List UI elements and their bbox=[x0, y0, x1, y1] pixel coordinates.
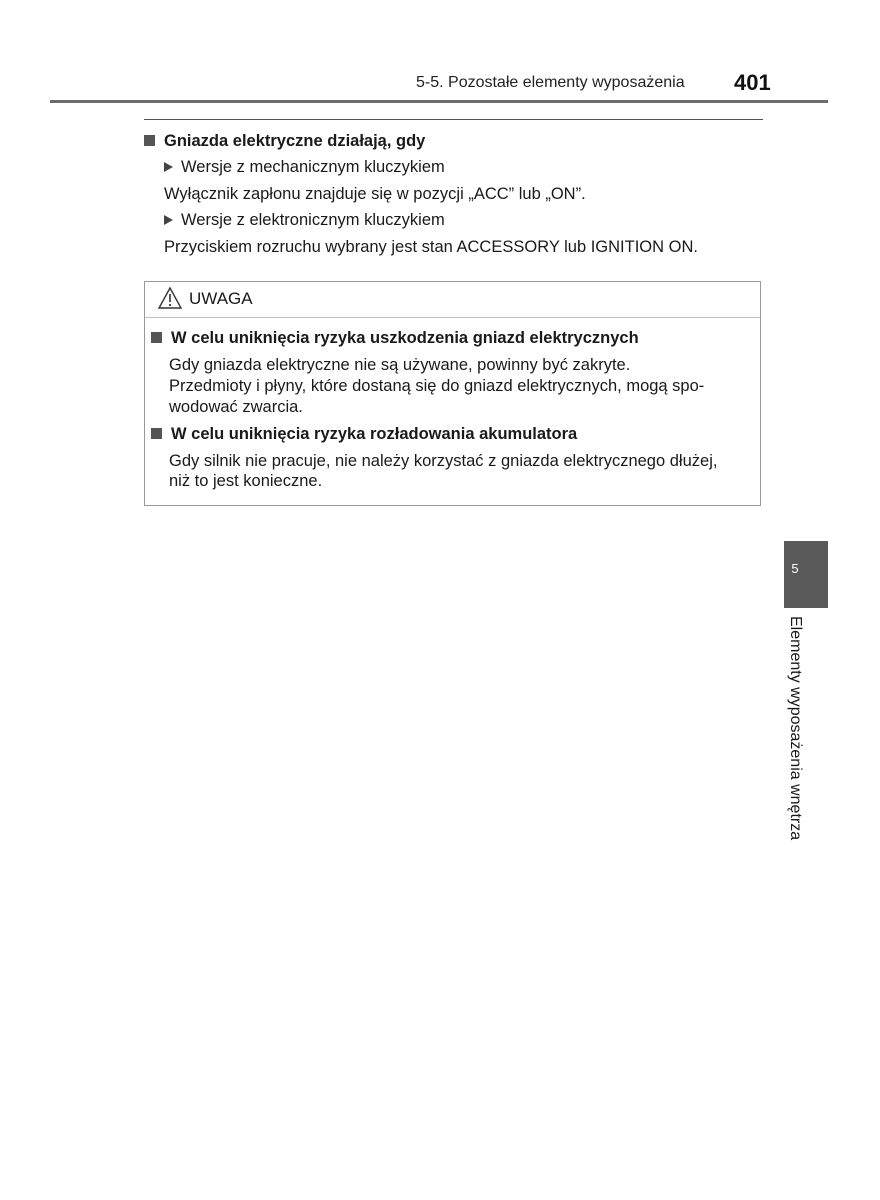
version-text-mechanical: Wyłącznik zapłonu znajduje się w pozycji „ACC” lub „ON”. bbox=[164, 185, 586, 203]
running-header: 5-5. Pozostałe elementy wyposażenia bbox=[416, 74, 685, 91]
warning-text-line: wodować zwarcia. bbox=[169, 398, 303, 416]
square-bullet-icon bbox=[151, 428, 162, 439]
chapter-label: Elementy wyposażenia wnętrza bbox=[787, 616, 804, 841]
warning-title: UWAGA bbox=[189, 289, 253, 308]
version-text-electronic: Przyciskiem rozruchu wybrany jest stan ACCESSORY lub IGNITION ON. bbox=[164, 238, 698, 256]
triangle-bullet-icon bbox=[164, 215, 173, 225]
section-heading: Gniazda elektryczne działają, gdy bbox=[144, 132, 425, 151]
square-bullet-icon bbox=[144, 135, 155, 146]
warning-section-heading: W celu uniknięcia ryzyka rozładowania akumulatora bbox=[151, 425, 577, 444]
page-number: 401 bbox=[734, 70, 771, 95]
square-bullet-icon bbox=[151, 332, 162, 343]
warning-triangle-icon bbox=[157, 286, 183, 310]
warning-section-heading: W celu uniknięcia ryzyka uszkodzenia gniazd elektrycznych bbox=[151, 329, 639, 348]
warning-text-line: Gdy silnik nie pracuje, nie należy korzystać z gniazda elektrycznego dłużej, bbox=[169, 452, 718, 470]
version-item-mechanical: Wersje z mechanicznym kluczykiem bbox=[164, 158, 445, 177]
section-divider bbox=[144, 119, 763, 120]
chapter-number: 5 bbox=[791, 561, 799, 576]
version-item-electronic: Wersje z elektronicznym kluczykiem bbox=[164, 211, 445, 230]
header-divider bbox=[50, 100, 828, 103]
warning-box bbox=[144, 281, 761, 506]
warning-text-line: Gdy gniazda elektryczne nie są używane, powinny być zakryte. bbox=[169, 356, 631, 374]
triangle-bullet-icon bbox=[164, 162, 173, 172]
chapter-tab bbox=[784, 541, 828, 608]
warning-header-divider bbox=[145, 317, 760, 318]
warning-text-line: niż to jest konieczne. bbox=[169, 472, 323, 490]
warning-text-line: Przedmioty i płyny, które dostaną się do gniazd elektrycznych, mogą spo- bbox=[169, 377, 705, 395]
